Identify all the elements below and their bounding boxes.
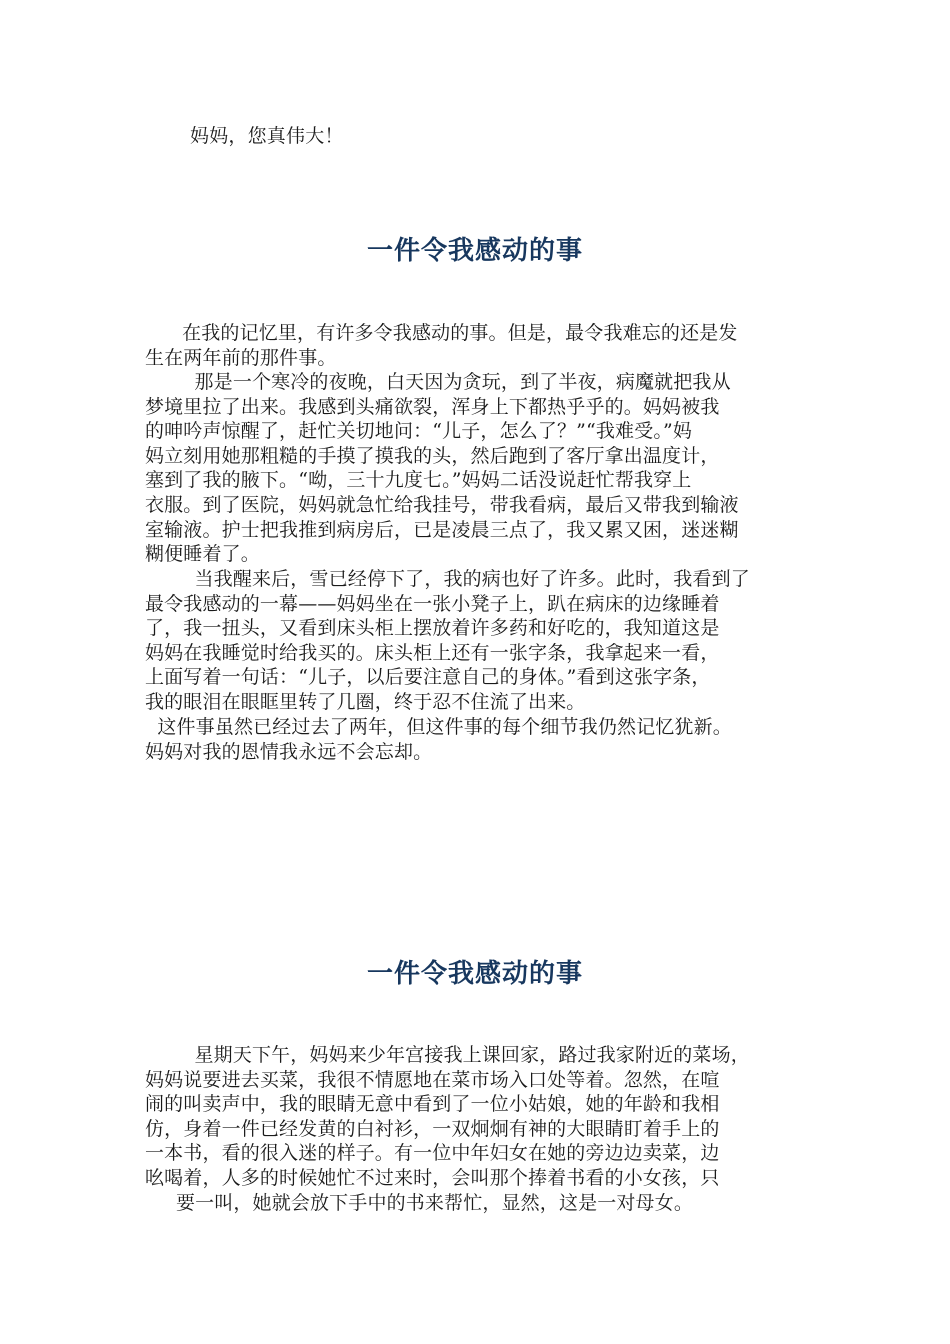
text-line: 了，我一扭头，又看到床头柜上摆放着许多药和好吃的，我知道这是	[145, 617, 720, 640]
text-line: 妈妈对我的恩情我永远不会忘却。	[145, 740, 433, 763]
text-line: 吆喝着，人多的时候她忙不过来时，会叫那个捧着书看的小女孩，只	[145, 1166, 720, 1189]
text-line: 塞到了我的腋下。“呦，三十九度七。”妈妈二话没说赶忙帮我穿上	[145, 469, 692, 492]
text-line: 在我的记忆里，有许多令我感动的事。但是，最令我难忘的还是发	[145, 322, 738, 344]
text-line: 妈妈在我睡觉时给我买的。床头柜上还有一张字条，我拿起来一看，	[145, 641, 720, 664]
section1-paragraph-4	[145, 715, 845, 764]
text-line: 妈妈说要进去买菜，我很不情愿地在菜市场入口处等着。忽然，在喧	[145, 1068, 720, 1091]
section1-title: 一件令我感动的事	[366, 236, 583, 266]
text-line: 闹的叫卖声中，我的眼睛无意中看到了一位小姑娘，她的年龄和我相	[145, 1093, 720, 1116]
text-line: 当我醒来后，雪已经停下了，我的病也好了许多。此时，我看到了	[145, 568, 750, 590]
text-line: 最令我感动的一幕——妈妈坐在一张小凳子上，趴在病床的边缘睡着	[145, 592, 720, 615]
text-line: 一本书，看的很入迷的样子。有一位中年妇女在她的旁边边卖菜，边	[145, 1142, 720, 1165]
section1-paragraph-3	[145, 567, 825, 715]
text-line: 要一叫，她就会放下手中的书来帮忙，显然，这是一对母女。	[145, 1191, 693, 1214]
intro-line: 妈妈，您真伟大！	[190, 125, 344, 147]
text-line: 妈立刻用她那粗糙的手摸了摸我的头，然后跑到了客厅拿出温度计，	[145, 444, 720, 467]
section1-paragraph-1	[145, 321, 825, 370]
text-line: 我的眼泪在眼眶里转了几圈，终于忍不住流了出来。	[145, 690, 586, 713]
section2-title: 一件令我感动的事	[366, 959, 583, 989]
text-line: 上面写着一句话：“儿子，以后要注意自己的身体。”看到这张字条，	[145, 666, 711, 689]
text-line: 糊便睡着了。	[145, 543, 260, 566]
text-line: 仿，身着一件已经发黄的白衬衫，一双炯炯有神的大眼睛盯着手上的	[145, 1117, 720, 1140]
text-line: 生在两年前的那件事。	[145, 346, 337, 369]
text-line: 室输液。护士把我推到病房后，已是凌晨三点了，我又累又困，迷迷糊	[145, 518, 739, 541]
text-line: 星期天下午，妈妈来少年宫接我上课回家，路过我家附近的菜场，	[145, 1044, 750, 1066]
text-line: 这件事虽然已经过去了两年，但这件事的每个细节我仍然记忆犹新。	[145, 716, 732, 738]
text-line: 的呻吟声惊醒了，赶忙关切地问：“儿子，怎么了？”“我难受。”妈	[145, 420, 693, 443]
text-line: 梦境里拉了出来。我感到头痛欲裂，浑身上下都热乎乎的。妈妈被我	[145, 395, 720, 418]
text-line: 那是一个寒冷的夜晚，白天因为贪玩，到了半夜，病魔就把我从	[145, 371, 731, 393]
section1-paragraph-2	[145, 370, 825, 567]
section2-paragraph-1	[145, 1043, 845, 1215]
text-line: 衣服。到了医院，妈妈就急忙给我挂号，带我看病，最后又带我到输液	[145, 493, 739, 516]
